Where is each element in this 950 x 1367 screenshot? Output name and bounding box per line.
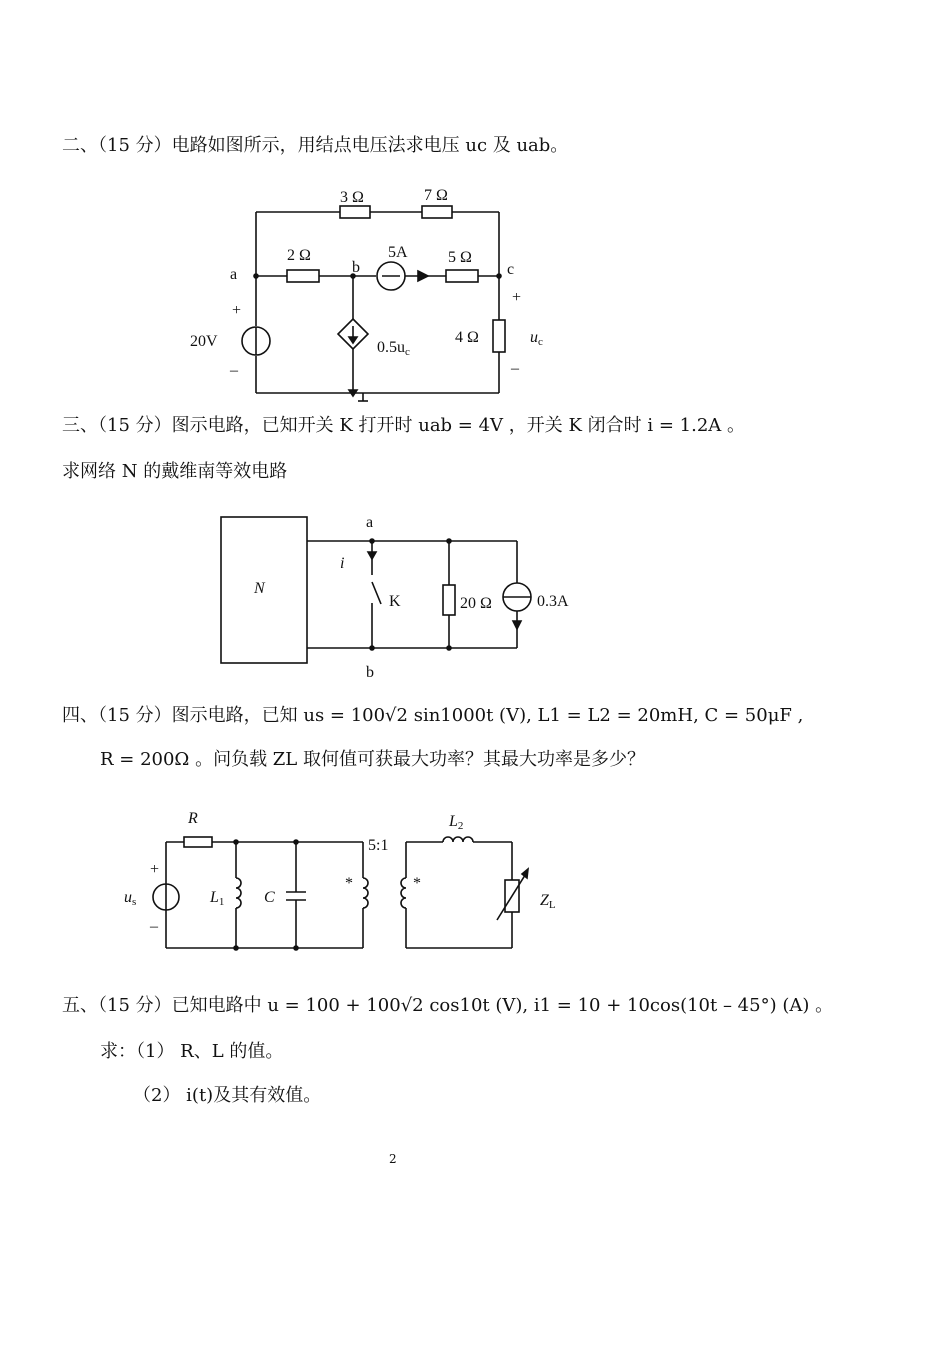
q2-uc-sub: c xyxy=(538,336,543,348)
svg-text:L2 xyxy=(448,813,463,832)
q2-uc-label: u xyxy=(530,329,538,346)
q4-dot-secondary: * xyxy=(413,875,421,892)
q4-us-sub: s xyxy=(132,896,137,908)
q5-text-line1: 五、（15 分）已知电路中 u = 100 + 100√2 cos10t (V), i1 = 10 + 10cos(10t – 45°) (A) 。 xyxy=(62,995,834,1016)
q3-current-source-label: 0.3A xyxy=(537,593,569,610)
q4-l1-sub: 1 xyxy=(218,896,225,908)
q4-text-line2: R = 200Ω 。问负载 ZL 取何值可获最大功率？其最大功率是多少？ xyxy=(100,749,645,770)
q2-r-4-label: 4 Ω xyxy=(455,329,479,346)
q2-text: 二、（15 分）电路如图所示，用结点电压法求电压 uc 及 uab。 xyxy=(62,135,569,156)
q5-text-line2: 求：（1） R、L 的值。 xyxy=(100,1041,284,1062)
q3-text-line2: 求网络 N 的戴维南等效电路 xyxy=(62,461,288,482)
q2-minus-left: – xyxy=(230,362,238,379)
q2-plus-left: + xyxy=(232,302,242,319)
q2-dep-source-label: 0.5u xyxy=(377,339,405,356)
q2-current-source-label: 5A xyxy=(388,244,408,261)
q4-l2-sub: 2 xyxy=(457,820,464,832)
q2-r-ab-label: 2 Ω xyxy=(287,247,311,264)
q3-node-a: a xyxy=(366,514,374,531)
q5-text-line3: （2） i(t)及其有效值。 xyxy=(133,1085,322,1106)
q4-ratio-label: 5:1 xyxy=(368,837,389,854)
q2-node-b: b xyxy=(352,259,360,276)
svg-text:L1 xyxy=(209,889,224,908)
svg-text:ZL xyxy=(540,892,556,911)
svg-text:us xyxy=(124,889,136,908)
q2-r-c-label: 5 Ω xyxy=(448,249,472,266)
q3-network-label: N xyxy=(254,580,265,597)
q4-zl-sub: L xyxy=(548,899,556,911)
q4-minus: – xyxy=(150,918,158,935)
q4-plus: + xyxy=(150,861,160,878)
q2-node-c: c xyxy=(507,261,515,278)
q4-l2-label: L xyxy=(449,813,458,830)
q2-node-a: a xyxy=(230,266,238,283)
q2-voltage-source-label: 20V xyxy=(190,333,218,350)
q4-dot-primary: * xyxy=(345,875,353,892)
q4-us-label: u xyxy=(124,889,132,906)
q4-r-label: R xyxy=(188,810,198,827)
q4-c-label: C xyxy=(264,889,275,906)
page-number: 2 xyxy=(389,1152,397,1166)
q2-plus-right: + xyxy=(512,289,522,306)
q2-dep-source-sub: c xyxy=(405,346,410,358)
q2-r-top2-label: 7 Ω xyxy=(424,187,448,204)
q4-text-line1: 四、（15 分）图示电路，已知 us = 100√2 sin1000t (V), L1 = L2 = 20mH, C = 50μF , xyxy=(62,705,804,726)
q2-minus-right: – xyxy=(511,360,519,377)
q4-zl-label: Z xyxy=(540,892,549,909)
q4-l1-label: L xyxy=(210,889,219,906)
q3-switch-label: K xyxy=(389,593,401,610)
q3-node-b: b xyxy=(366,664,374,681)
q3-current-i-label: i xyxy=(340,555,345,572)
q2-r-top1-label: 3 Ω xyxy=(340,189,364,206)
q3-resistor-label: 20 Ω xyxy=(460,595,492,612)
q3-text-line1: 三、（15 分）图示电路，已知开关 K 打开时 uab = 4V ，开关 K 闭合时 i = 1.2A 。 xyxy=(62,415,746,436)
